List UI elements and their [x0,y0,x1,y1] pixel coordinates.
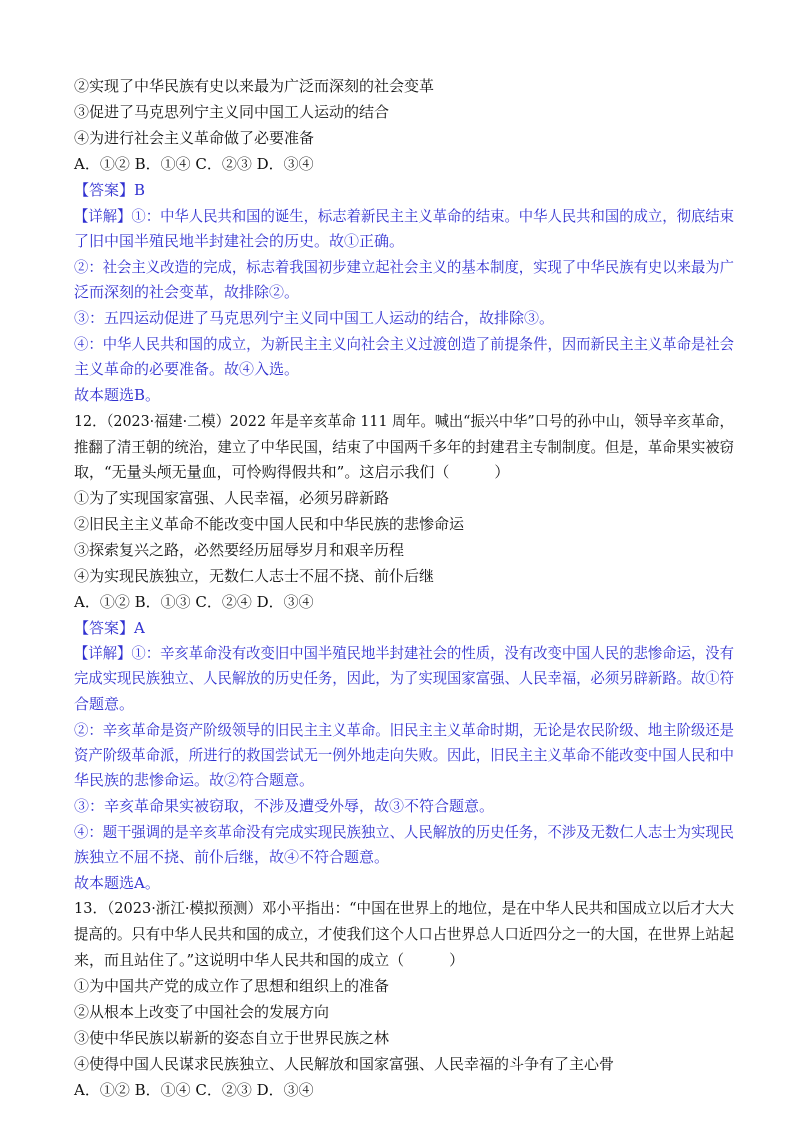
q13-option-1: ①为中国共产党的成立作了思想和组织上的准备 [74,977,390,995]
q13-stem-line: 来，而且站住了。”这说明中华人民共和国的成立（ ） [74,951,465,969]
q12-stem-line: 取，“无量头颅无量血，可怜购得假共和”。这启示我们（ ） [74,463,510,481]
q11-detail-line: ③：五四运动促进了马克思列宁主义同中国工人运动的结合，故排除③。 [74,309,555,327]
q12-detail-line: 完成实现民族独立、人民解放的历史任务，因此，为了实现国家富强、人民幸福，必须另辟新路。故①符 [74,669,735,687]
q11-option-3: ③促进了马克思列宁主义同中国工人运动的结合 [74,103,390,121]
q12-detail-line: 【详解】①：辛亥革命没有改变旧中国半殖民地半封建社会的性质，没有改变中国人民的悲惨命运，没有 [74,644,735,662]
q11-detail-line: ②：社会主义改造的完成，标志着我国初步建立起社会主义的基本制度，实现了中华民族有史以来最为广 [74,258,735,276]
q13-choices: A．①② B．①④ C．②③ D．③④ [74,1081,314,1099]
q12-stem-line: 推翻了清王朝的统治，建立了中华民国，结束了中国两千多年的封建君主专制制度。但是，革命果实被窃 [74,438,735,456]
q12-detail-line: 合题意。 [74,695,135,713]
q12-option-1: ①为了实现国家富强、人民幸福，必须另辟新路 [74,489,390,507]
q12-detail-line: 资产阶级革命派，所进行的救国尝试无一例外地走向失败。因此，旧民主主义革命不能改变中国人民和中 [74,746,735,764]
q11-option-4: ④为进行社会主义革命做了必要准备 [74,129,315,147]
q11-detail-line: ④：中华人民共和国的成立，为新民主主义向社会主义过渡创造了前提条件，因而新民主主义革命是社会 [74,335,735,353]
q12-option-3: ③探索复兴之路，必然要经历屈辱岁月和艰辛历程 [74,541,405,559]
q13-option-4: ④使得中国人民谋求民族独立、人民解放和国家富强、人民幸福的斗争有了主心骨 [74,1055,615,1073]
q11-detail-line: 了旧中国半殖民地半封建社会的历史。故①正确。 [74,232,405,250]
q13-option-2: ②从根本上改变了中国社会的发展方向 [74,1003,330,1021]
q11-conclusion: 故本题选B。 [74,386,161,404]
q12-detail-line: ④：题干强调的是辛亥革命没有完成实现民族独立、人民解放的历史任务，不涉及无数仁人志士为实现民 [74,823,735,841]
q12-stem-line: 12．（2023·福建·二模）2022 年是辛亥革命 111 周年。喊出“振兴中华”口号的孙中山，领导辛亥革命， [74,412,734,430]
q13-stem-line: 提高的。只有中华人民共和国的成立，才使我们这个人口占世界总人口近四分之一的大国，在世界上站起 [74,925,735,943]
q11-detail-line: 【详解】①：中华人民共和国的诞生，标志着新民主主义革命的结束。中华人民共和国的成立，彻底结束 [74,207,735,225]
q11-answer: 【答案】B [74,181,146,199]
q13-stem-line: 13．（2023·浙江·模拟预测）邓小平指出：“中国在世界上的地位，是在中华人民共和国成立以后才大大 [74,899,734,917]
q12-detail-line: ③：辛亥革命果实被窃取，不涉及遭受外辱，故③不符合题意。 [74,797,495,815]
q13-option-3: ③使中华民族以崭新的姿态自立于世界民族之林 [74,1029,390,1047]
q12-answer: 【答案】A [74,619,145,637]
q11-detail-line: 主义革命的必要准备。故④入选。 [74,360,300,378]
q12-detail-line: 族独立不屈不挠、前仆后继，故④不符合题意。 [74,848,390,866]
q12-choices: A．①② B．①③ C．②④ D．③④ [74,593,314,611]
q12-option-4: ④为实现民族独立，无数仁人志士不屈不挠、前仆后继 [74,567,435,585]
q12-detail-line: ②：辛亥革命是资产阶级领导的旧民主主义革命。旧民主主义革命时期，无论是农民阶级、地主阶级还是 [74,721,735,739]
q11-detail-line: 泛而深刻的社会变革，故排除②。 [74,283,300,301]
q12-conclusion: 故本题选A。 [74,874,160,892]
q12-option-2: ②旧民主主义革命不能改变中国人民和中华民族的悲惨命运 [74,515,465,533]
q12-detail-line: 华民族的悲惨命运。故②符合题意。 [74,771,315,789]
q11-choices: A．①② B．①④ C．②③ D．③④ [74,155,314,173]
q11-option-2: ②实现了中华民族有史以来最为广泛而深刻的社会变革 [74,77,435,95]
